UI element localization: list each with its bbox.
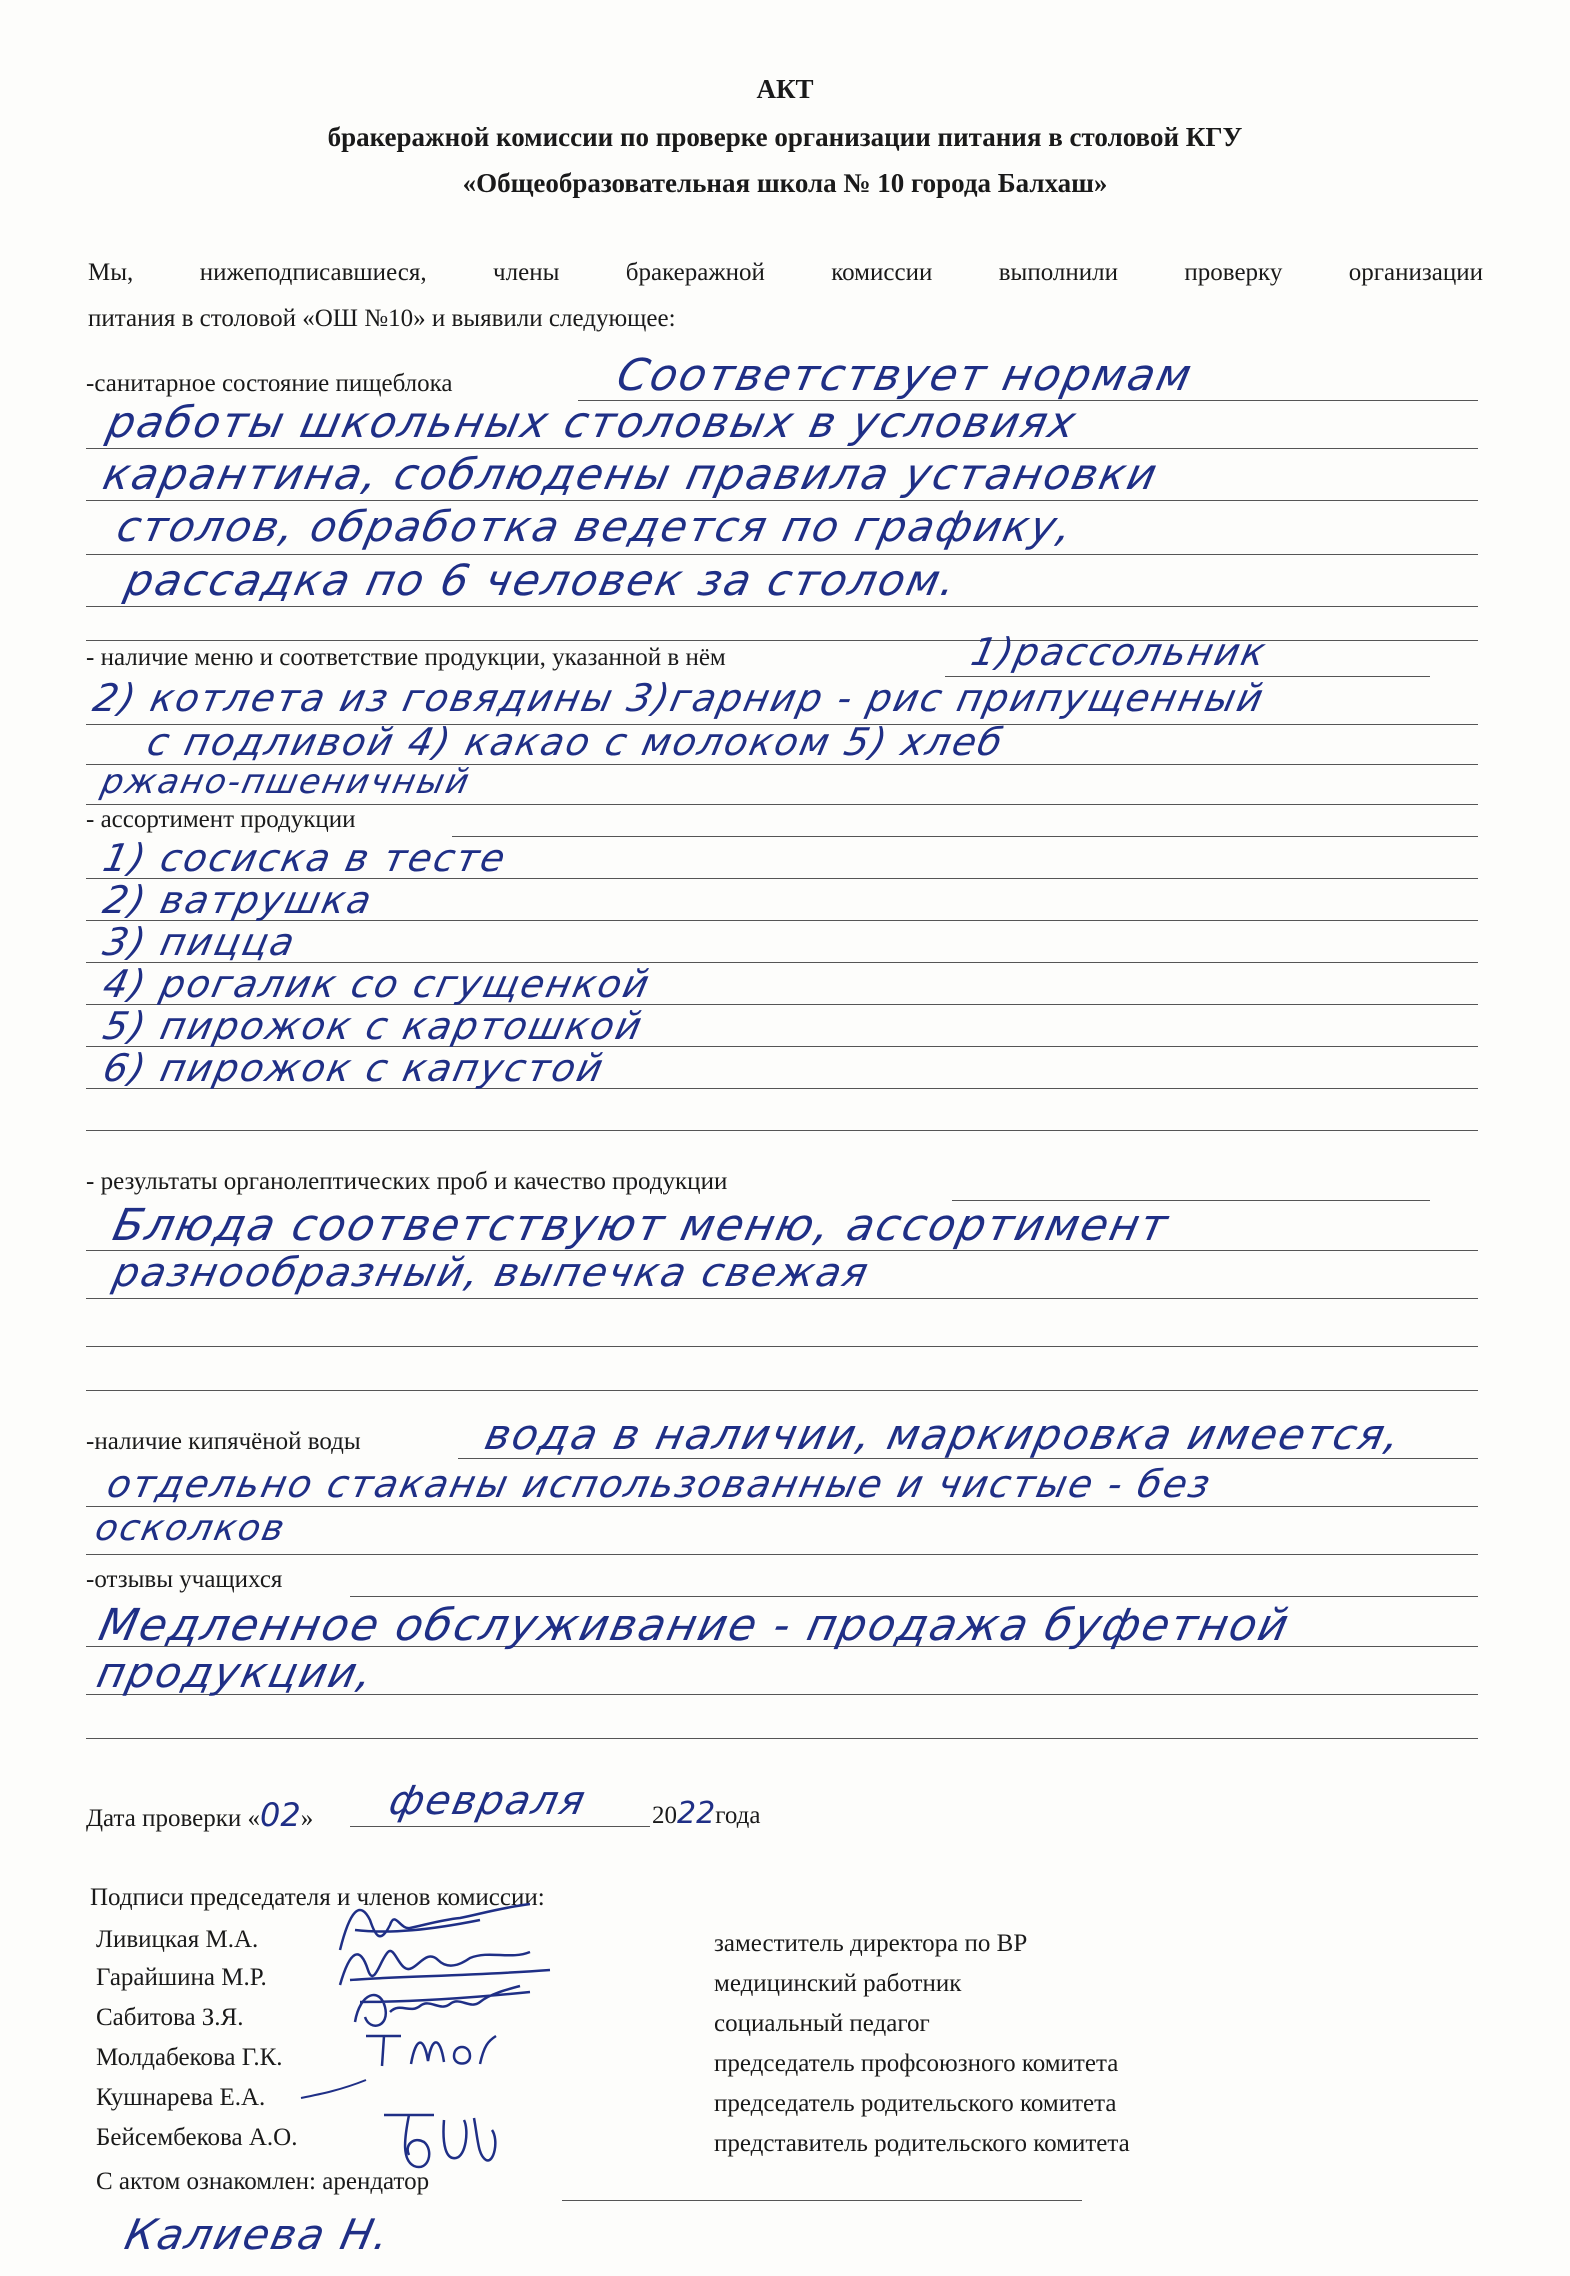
date-mid: » bbox=[300, 1805, 314, 1832]
sanitary-label: -санитарное состояние пищеблока bbox=[86, 370, 453, 397]
rule bbox=[350, 1826, 650, 1827]
rule bbox=[86, 448, 1478, 449]
signature-5 bbox=[296, 2070, 376, 2110]
rule bbox=[86, 640, 1478, 641]
rule bbox=[86, 554, 1478, 555]
member-name: Гарайшина М.Р. bbox=[96, 1964, 267, 1991]
tenant-label: С актом ознакомлен: арендатор bbox=[96, 2168, 430, 2195]
assortment-label: - ассортимент продукции bbox=[86, 806, 356, 833]
assortment-item: 2) ватрушка bbox=[99, 878, 378, 922]
rule bbox=[86, 1738, 1478, 1739]
document-subtitle-2: «Общеобразовательная школа № 10 города Балхаш» bbox=[462, 168, 1108, 198]
rule bbox=[86, 1346, 1478, 1347]
feedback-handwritten-line: Медленное обслуживание - продажа буфетной bbox=[94, 1600, 1295, 1651]
assortment-item: 6) пирожок с капустой bbox=[99, 1046, 609, 1090]
menu-handwritten-line: 1)рассольник bbox=[967, 630, 1272, 674]
rule bbox=[86, 1130, 1478, 1131]
assortment-item: 1) сосиска в тесте bbox=[99, 836, 512, 880]
water-handwritten-line: осколков bbox=[91, 1508, 290, 1549]
date-month: февраля bbox=[385, 1778, 591, 1824]
feedback-handwritten-line: продукции, bbox=[92, 1648, 379, 1697]
organoleptic-handwritten-line: разнообразный, выпечка свежая bbox=[109, 1250, 874, 1296]
document-subtitle-1: бракеражной комиссии по проверке организации питания в столовой КГУ bbox=[327, 122, 1243, 152]
date-prefix: Дата проверки « bbox=[86, 1805, 260, 1832]
assortment-item: 5) пирожок с картошкой bbox=[99, 1004, 648, 1048]
member-role: заместитель директора по ВР bbox=[714, 1930, 1028, 1957]
feedback-label: -отзывы учащихся bbox=[86, 1566, 283, 1593]
member-name: Ливицкая М.А. bbox=[96, 1926, 259, 1953]
water-label: -наличие кипячёной воды bbox=[86, 1428, 361, 1455]
organoleptic-handwritten-line: Блюда соответствуют меню, ассортимент bbox=[108, 1200, 1175, 1251]
assortment-item: 3) пицца bbox=[99, 920, 301, 964]
signature-4 bbox=[356, 2016, 516, 2076]
rule bbox=[452, 836, 1478, 837]
water-handwritten-line: вода в наличии, маркировка имеется, bbox=[480, 1410, 1407, 1459]
rule bbox=[86, 1554, 1478, 1555]
intro-line-2: питания в столовой «ОШ №10» и выявили следующее: bbox=[88, 305, 676, 332]
sanitary-handwritten-line: работы школьных столовых в условиях bbox=[102, 398, 1082, 448]
signatures-heading: Подписи председателя и членов комиссии: bbox=[90, 1884, 545, 1911]
rule bbox=[562, 2200, 1082, 2201]
assortment-item: 4) рогалик со сгущенкой bbox=[99, 962, 655, 1006]
sanitary-handwritten-line: столов, обработка ведется по графику, bbox=[112, 502, 1079, 551]
rule bbox=[86, 804, 1478, 805]
member-role: социальный педагог bbox=[714, 2010, 930, 2037]
date-label bbox=[86, 1796, 313, 1834]
sanitary-handwritten-line: рассадка по 6 человек за столом. bbox=[120, 556, 963, 606]
date-suffix: года bbox=[715, 1802, 761, 1829]
rule bbox=[86, 1390, 1478, 1391]
member-role: председатель родительского комитета bbox=[714, 2090, 1117, 2117]
member-name: Молдабекова Г.К. bbox=[96, 2044, 283, 2071]
member-name: Сабитова З.Я. bbox=[96, 2004, 244, 2031]
rule bbox=[86, 606, 1478, 607]
menu-label: - наличие меню и соответствие продукции, указанной в нём bbox=[86, 644, 726, 671]
member-role: медицинский работник bbox=[714, 1970, 962, 1997]
sanitary-handwritten-line: карантина, соблюдены правила установки bbox=[98, 450, 1163, 500]
date-year-prefix: 20 bbox=[652, 1802, 677, 1829]
date-year-suffix: 22 bbox=[677, 1796, 716, 1831]
member-name: Бейсембекова А.О. bbox=[96, 2124, 298, 2151]
menu-handwritten-line: 2) котлета из говядины 3)гарнир - рис припущенный bbox=[89, 676, 1269, 720]
menu-handwritten-line: ржано-пшеничный bbox=[97, 762, 475, 802]
water-handwritten-line: отдельно стаканы использованные и чистые - без bbox=[103, 1462, 1216, 1506]
organoleptic-label: - результаты органолептических проб и качество продукции bbox=[86, 1168, 728, 1195]
rule bbox=[350, 1596, 1478, 1597]
member-role: представитель родительского комитета bbox=[714, 2130, 1130, 2157]
document-title: АКТ bbox=[756, 74, 814, 104]
intro-line-1: Мы, нижеподписавшиеся, члены бракеражной комиссии выполнили проверку организации bbox=[88, 259, 1483, 286]
member-name: Кушнарева Е.А. bbox=[96, 2084, 266, 2111]
rule bbox=[86, 1298, 1478, 1299]
date-year bbox=[652, 1796, 760, 1831]
sanitary-handwritten-line: Соответствует нормам bbox=[612, 350, 1198, 401]
rule bbox=[86, 500, 1478, 501]
rule bbox=[86, 1506, 1478, 1507]
member-role: председатель профсоюзного комитета bbox=[714, 2050, 1119, 2077]
menu-handwritten-line: с подливой 4) какао с молоком 5) хлеб bbox=[143, 720, 1009, 764]
date-day: 02 bbox=[260, 1796, 301, 1834]
tenant-name: Калиева Н. bbox=[120, 2210, 396, 2259]
intro-paragraph bbox=[88, 250, 1483, 342]
